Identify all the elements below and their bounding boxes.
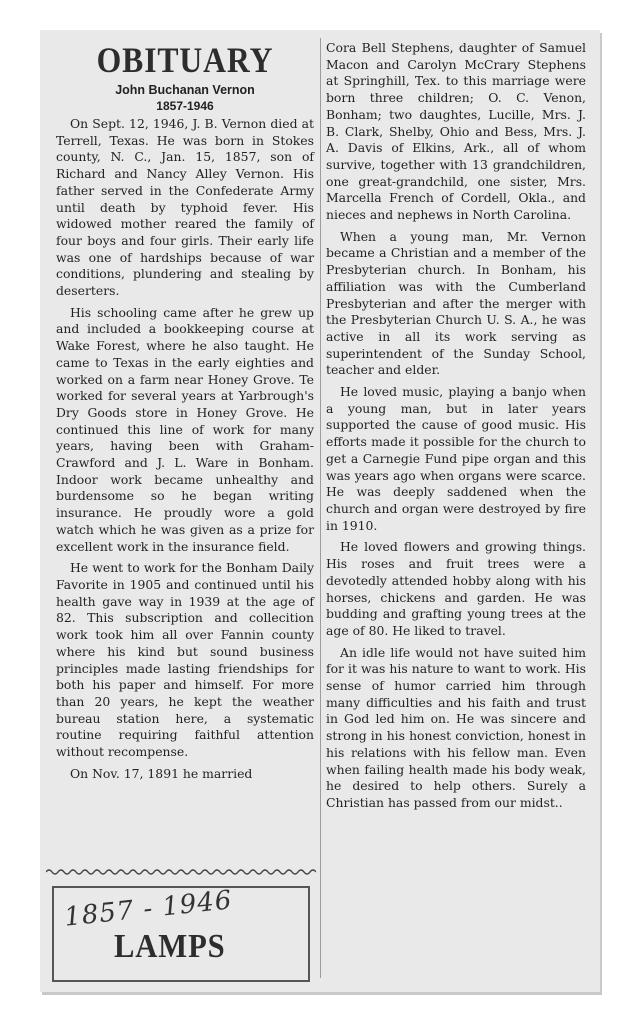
column-divider [320, 38, 321, 978]
handwritten-date-note: 1857 - 1946 [62, 885, 234, 933]
paragraph: An idle life would not have suited him for it was his nature to want to work. His sense of humor carried him through many difficulties and his faith and trust in God led him on. He was sincere and strong in his honest conviction, honest in his relations with his fellow man. Even when failing health made his body weak, he desired to help others. Surely a Christian has passed from our midst.. [326, 644, 586, 810]
paragraph: He loved music, playing a banjo when a young man, but in later years supported the cause of good music. His efforts made it possible for the church to get a Carnegie Fund pipe organ and this was years ago when organs were scarce. He was deeply saddened when the church and organ were destroyed by fire in 1910. [326, 384, 586, 533]
newspaper-clipping [40, 30, 600, 992]
paragraph: His schooling came after he grew up and included a bookkeeping course at Wake Forest, where he also taught. He came to Texas in the early eighties and worked on a farm near Honey Grove. Te worked for several years at Yarbrough's Dry Goods store in Honey Grove. He continued this line of work for many years, having been with Graham-Crawford and J. L. Ware in Bonham. Indoor work became unhealthy and burdensome so he began writing insurance. He proudly wore a gold watch which he was given as a prize for excellent work in the insurance field. [56, 304, 314, 554]
paragraph: When a young man, Mr. Vernon became a Christian and a member of the Presbyterian church. In Bonham, his affiliation was with the Cumberland Presbyterian and after the merger with the Presbyterian Church U. S. A., he was active in all its work serving as superintendent of the Sunday School, teacher and elder. [326, 228, 586, 378]
left-column [56, 40, 314, 787]
paragraph: He loved flowers and growing things. His roses and fruit trees were a devotedly attended hobby along with his horses, chickens and garden. He was budding and grafting young trees at the age of 80. He liked to travel. [326, 539, 586, 638]
right-column [326, 40, 586, 817]
lamps-title: LAMPS [114, 928, 226, 965]
life-dates: 1857-1946 [156, 99, 214, 113]
lamps-box [52, 886, 310, 982]
obituary-headline: OBITUARY [96, 40, 274, 80]
wavy-rule-divider [46, 868, 316, 876]
paragraph: On Nov. 17, 1891 he married [70, 765, 253, 781]
paragraph: He went to work for the Bonham Daily Favorite in 1905 and continued until his health gave way in 1939 at the age of 82. This subscription and collecition work took him all over Fannin county where his kind but sound business principles made lasting friendships for both his paper and himself. For more than 20 years, he kept the weather bureau station here, a systematic routine requiring faithful attention without recompense. [56, 560, 314, 760]
deceased-name: John Buchanan Vernon [115, 83, 255, 97]
paragraph: On Sept. 12, 1946, J. B. Vernon died at Terrell, Texas. He was born in Stokes county, N. C., Jan. 15, 1857, son of Richard and Nancy Alley Vernon. His father served in the Confederate Army until death by typhoid fever. His widowed mother reared the family of four boys and four girls. Their early life was one of hardships because of war conditions, plundering and stealing by deserters. [56, 116, 314, 299]
paragraph: Cora Bell Stephens, daughter of Samuel Macon and Carolyn McCrary Stephens at Springhill, Tex. to this marriage were born three children; O. C. Venon, Bonham; two daughtes, Lucille, Mrs. J. B. Clark, Shelby, Ohio and Bess, Mrs. J. A. Davis of Elkins, Ark., all of whom survive, together with 13 grandchildren, one great-grandchild, one sister, Mrs. Marcella French of Cordell, Okla., and nieces and nephews in North Carolina. [326, 40, 586, 223]
